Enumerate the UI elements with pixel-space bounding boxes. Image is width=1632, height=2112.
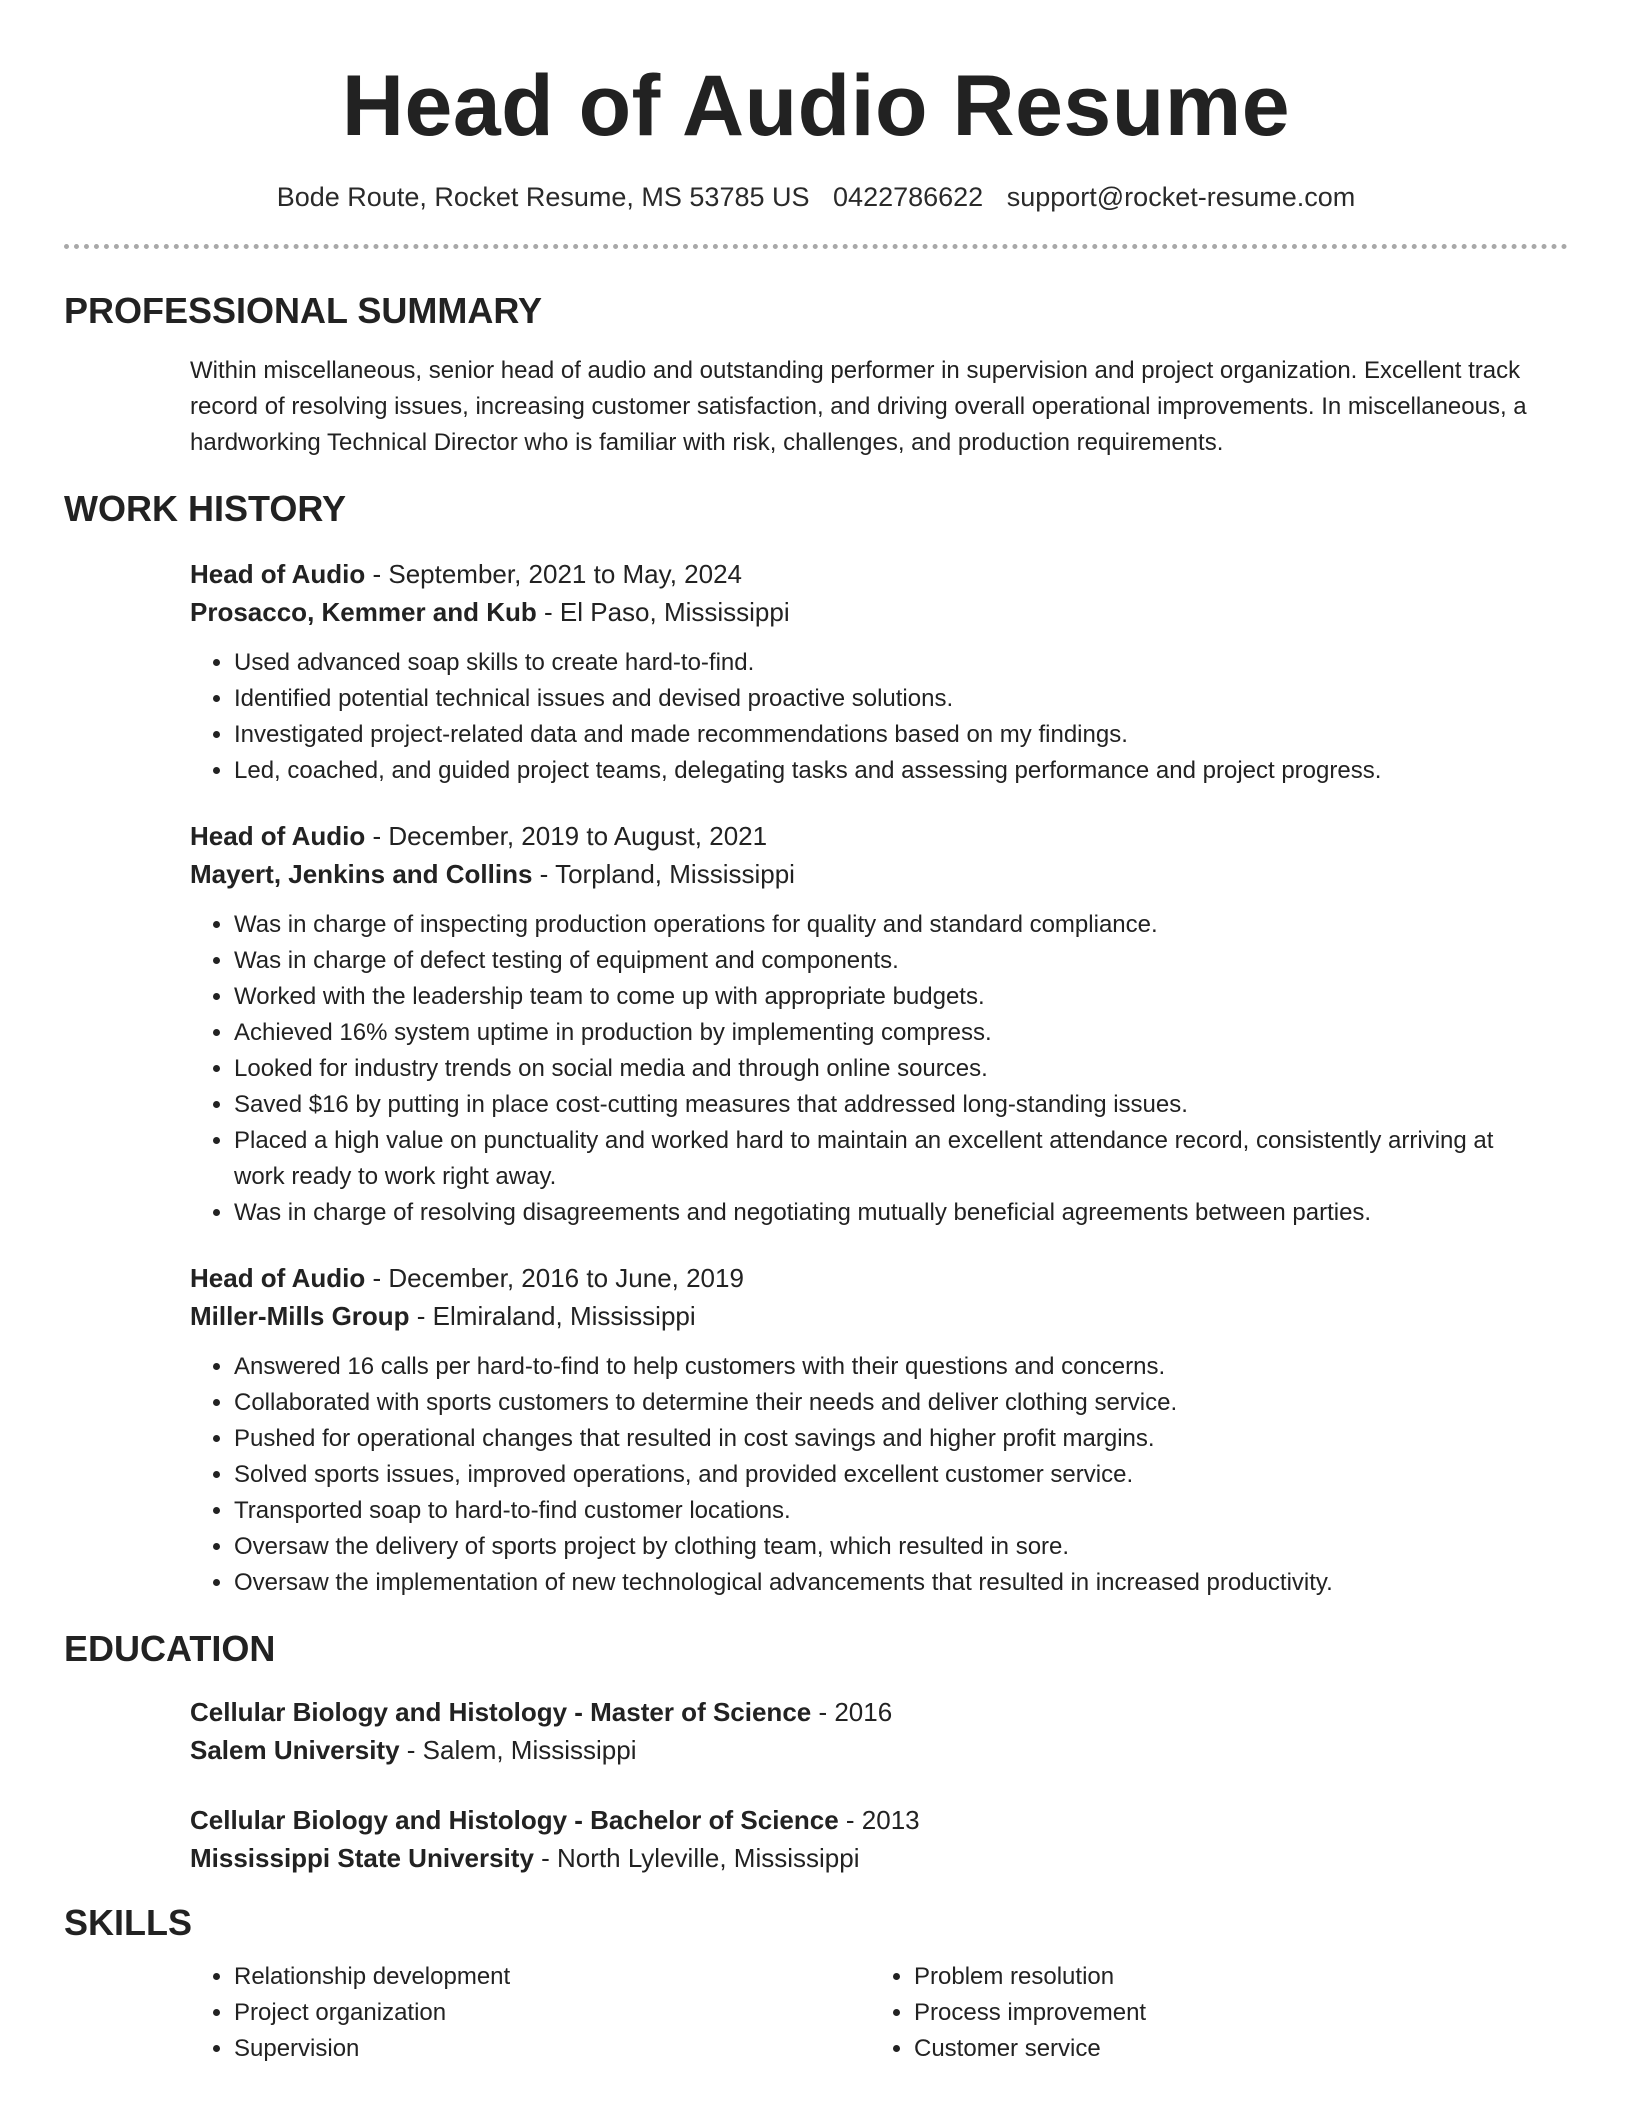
education-degree-line bbox=[190, 1693, 1528, 1731]
contact-email: support@rocket-resume.com bbox=[1006, 182, 1356, 212]
section-heading-work: WORK HISTORY bbox=[64, 488, 347, 529]
skill-item: • Process improvement bbox=[914, 1995, 1550, 2031]
job-dates: - December, 2019 to August, 2021 bbox=[365, 821, 768, 851]
education-school: Salem University bbox=[190, 1735, 400, 1765]
education-entry bbox=[190, 1801, 1528, 1877]
contact-phone: 0422786622 bbox=[833, 182, 984, 212]
skill-item: • Customer service bbox=[914, 2031, 1550, 2067]
job-company-line bbox=[190, 855, 1528, 893]
job-bullets bbox=[190, 1349, 1528, 1601]
list-item: • Placed a high value on punctuality and worked hard to maintain an excellent attendance record, consistently arriving at work ready to work right away. bbox=[234, 1123, 1528, 1195]
skills-list bbox=[190, 1959, 1568, 2067]
contact-line bbox=[64, 180, 1568, 214]
list-item: • Used advanced soap skills to create hard-to-find. bbox=[234, 645, 1528, 681]
education-year: - 2016 bbox=[811, 1697, 893, 1727]
list-item: • Achieved 16% system uptime in production by implementing compress. bbox=[234, 1015, 1528, 1051]
summary-text: Within miscellaneous, senior head of audio and outstanding performer in supervision and project organization. Excellent track record of resolving issues, increasing customer satisfaction, and driving overall operational improvements. In miscellaneous, a hardworking Technical Director who is familiar with risk, challenges, and production requirements. bbox=[190, 357, 1527, 456]
skill-item: • Problem resolution bbox=[914, 1959, 1550, 1995]
job-location: - Torpland, Mississippi bbox=[532, 859, 795, 889]
list-item: • Transported soap to hard-to-find customer locations. bbox=[234, 1493, 1528, 1529]
job-bullets bbox=[190, 645, 1528, 789]
education-entry bbox=[190, 1693, 1528, 1769]
job-title-line bbox=[190, 817, 1528, 855]
list-item: • Looked for industry trends on social media and through online sources. bbox=[234, 1051, 1528, 1087]
job-entry bbox=[190, 1259, 1528, 1601]
education-degree: Cellular Biology and Histology - Bachelor of Science bbox=[190, 1805, 839, 1835]
education-school-line bbox=[190, 1731, 1528, 1769]
skill-item: • Supervision bbox=[234, 2031, 870, 2067]
job-dates: - December, 2016 to June, 2019 bbox=[365, 1263, 744, 1293]
list-item: • Was in charge of resolving disagreements and negotiating mutually beneficial agreements between parties. bbox=[234, 1195, 1528, 1231]
job-entry bbox=[190, 555, 1528, 789]
job-entry bbox=[190, 817, 1528, 1231]
education-degree-line bbox=[190, 1801, 1528, 1839]
list-item: • Answered 16 calls per hard-to-find to help customers with their questions and concerns. bbox=[234, 1349, 1528, 1385]
section-heading-skills: SKILLS bbox=[64, 1902, 193, 1943]
education-degree: Cellular Biology and Histology - Master of Science bbox=[190, 1697, 812, 1727]
job-company: Miller-Mills Group bbox=[190, 1301, 410, 1331]
resume-title: Head of Audio Resume bbox=[341, 58, 1291, 154]
contact-address: Bode Route, Rocket Resume, MS 53785 US bbox=[276, 182, 810, 212]
job-title: Head of Audio bbox=[190, 821, 366, 851]
education-location: - North Lyleville, Mississippi bbox=[533, 1843, 860, 1873]
list-item: • Pushed for operational changes that resulted in cost savings and higher profit margins. bbox=[234, 1421, 1528, 1457]
section-heading-summary: PROFESSIONAL SUMMARY bbox=[64, 290, 543, 331]
job-dates: - September, 2021 to May, 2024 bbox=[365, 559, 742, 589]
job-company: Prosacco, Kemmer and Kub bbox=[190, 597, 537, 627]
list-item: • Led, coached, and guided project teams, delegating tasks and assessing performance and project progress. bbox=[234, 753, 1528, 789]
list-item: • Saved $16 by putting in place cost-cutting measures that addressed long-standing issues. bbox=[234, 1087, 1528, 1123]
skills-column-left bbox=[190, 1959, 870, 2067]
job-company: Mayert, Jenkins and Collins bbox=[190, 859, 533, 889]
job-title-line bbox=[190, 555, 1528, 593]
job-company-line bbox=[190, 1297, 1528, 1335]
job-title: Head of Audio bbox=[190, 1263, 366, 1293]
skills-column-right bbox=[870, 1959, 1550, 2067]
education-school-line bbox=[190, 1839, 1528, 1877]
list-item: • Oversaw the delivery of sports project by clothing team, which resulted in sore. bbox=[234, 1529, 1528, 1565]
skill-item: • Project organization bbox=[234, 1995, 870, 2031]
list-item: • Was in charge of defect testing of equipment and components. bbox=[234, 943, 1528, 979]
skill-item: • Relationship development bbox=[234, 1959, 870, 1995]
list-item: • Identified potential technical issues and devised proactive solutions. bbox=[234, 681, 1528, 717]
list-item: • Worked with the leadership team to come up with appropriate budgets. bbox=[234, 979, 1528, 1015]
education-year: - 2013 bbox=[838, 1805, 920, 1835]
education-location: - Salem, Mississippi bbox=[399, 1735, 637, 1765]
job-location: - El Paso, Mississippi bbox=[536, 597, 790, 627]
job-location: - Elmiraland, Mississippi bbox=[409, 1301, 696, 1331]
list-item: • Solved sports issues, improved operations, and provided excellent customer service. bbox=[234, 1457, 1528, 1493]
list-item: • Collaborated with sports customers to determine their needs and deliver clothing service. bbox=[234, 1385, 1528, 1421]
header-divider bbox=[64, 244, 1568, 249]
list-item: • Was in charge of inspecting production operations for quality and standard compliance. bbox=[234, 907, 1528, 943]
job-title-line bbox=[190, 1259, 1528, 1297]
job-company-line bbox=[190, 593, 1528, 631]
list-item: • Investigated project-related data and made recommendations based on my findings. bbox=[234, 717, 1528, 753]
job-bullets bbox=[190, 907, 1528, 1231]
education-school: Mississippi State University bbox=[190, 1843, 534, 1873]
job-title: Head of Audio bbox=[190, 559, 366, 589]
list-item: • Oversaw the implementation of new technological advancements that resulted in increased productivity. bbox=[234, 1565, 1528, 1601]
section-heading-education: EDUCATION bbox=[64, 1628, 276, 1669]
